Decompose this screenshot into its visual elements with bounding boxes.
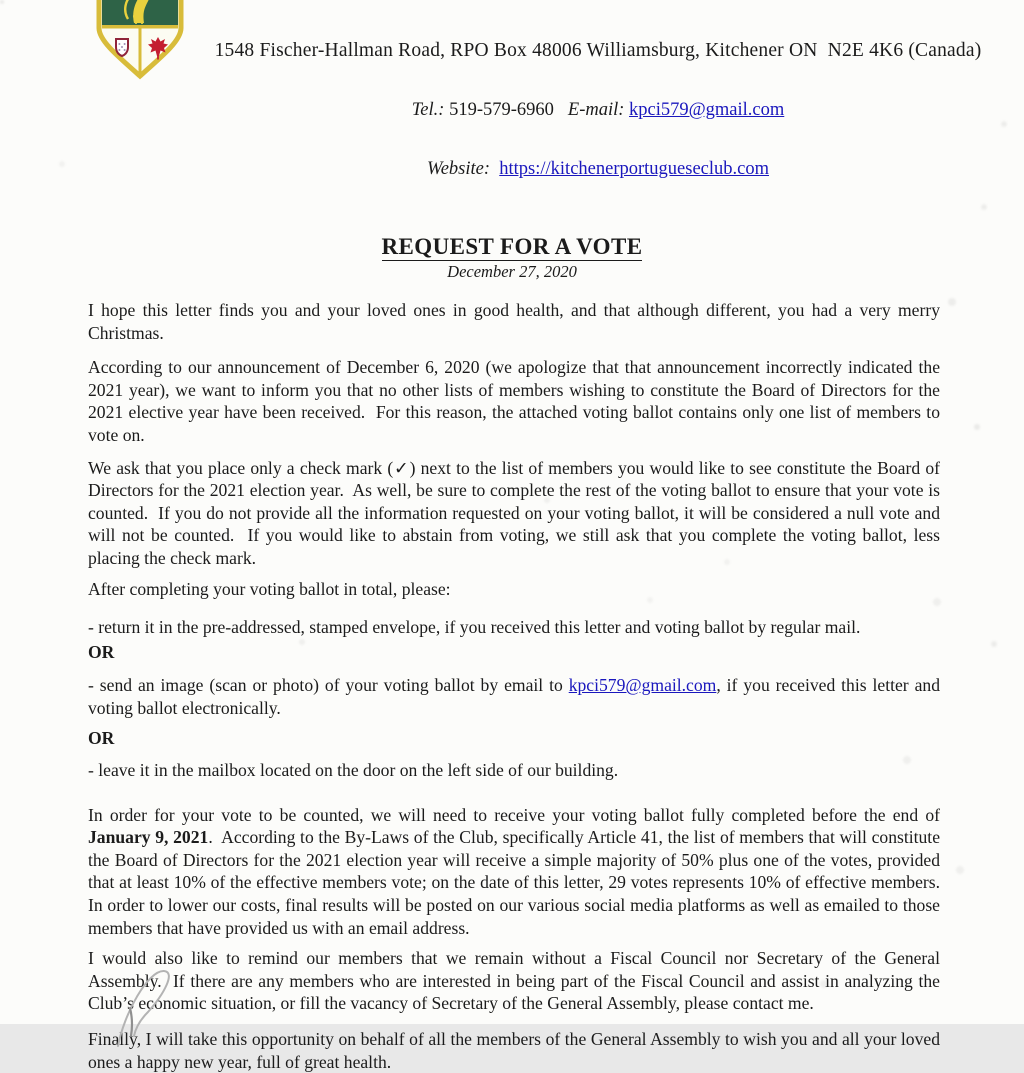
deadline-date: January 9, 2021 bbox=[88, 827, 209, 848]
letterhead bbox=[212, 0, 984, 217]
option-send-by-email bbox=[88, 674, 945, 719]
deadline-pre: In order for your vote to be counted, we will need to receive your voting ballot fully completed before the end of bbox=[88, 804, 945, 825]
email-label: E-mail: bbox=[567, 100, 625, 120]
paragraph-instructions-lead: After completing your voting ballot in total, please: bbox=[88, 578, 451, 599]
tel-label: Tel.: bbox=[411, 100, 445, 120]
ballot-email-link[interactable]: kpci579@gmail.com bbox=[568, 675, 717, 696]
option-email-pre: - send an image (scan or photo) of your voting ballot by email to bbox=[88, 675, 569, 696]
paragraph-fiscal-council: I would also like to remind our members that we remain without a Fiscal Council nor Secretary of the General Assembly. If there are any members who are interested in being part of the Fiscal Council and assist in analyzing the Club’s economic situation, or fill the vacancy of Secretary of the General Assembly, please contact me. bbox=[88, 948, 945, 1014]
letter-date: December 27, 2020 bbox=[447, 262, 577, 281]
paragraph-checkmark-instructions: We ask that you place only a check mark (✓) next to the list of members you would like to see constitute the Board of Directors for the 2021 election year. As well, be sure to complete the rest of the voting ballot to ensure that your vote is counted. If you do not provide all the information requested on your voting ballot, it will be considered a null vote and will not be counted. If you would like to abstain from voting, we still ask that you complete the voting ballot, less placing the check mark. bbox=[88, 457, 945, 568]
letter-title: REQUEST FOR A VOTE bbox=[381, 234, 643, 259]
paragraph-deadline bbox=[88, 804, 949, 940]
paragraph-greeting: I hope this letter finds you and your loved ones in good health, and that although different, you had a very merry Christmas. bbox=[88, 300, 945, 343]
website-link[interactable]: https://kitchenerportugueseclub.com bbox=[499, 159, 769, 179]
paragraph-closing: Finally, I will take this opportunity on behalf of all the members of the General Assembly to wish you and all your loved ones a happy new year, full of great health. bbox=[88, 1029, 945, 1072]
signature-stroke bbox=[104, 966, 196, 1024]
email-link[interactable]: kpci579@gmail.com bbox=[629, 100, 785, 120]
option-mailbox: - leave it in the mailbox located on the door on the left side of our building. bbox=[88, 760, 619, 781]
scan-noise bbox=[0, 0, 4, 4]
option-return-by-mail: - return it in the pre-addressed, stamped envelope, if you received this letter and voting ballot by regular mail. bbox=[88, 617, 861, 638]
or-separator: OR bbox=[88, 727, 115, 748]
paragraph-announcement: According to our announcement of December 6, 2020 (we apologize that that announcement incorrectly indicated the 2021 year), we want to inform you that no other lists of members wishing to constitute the Board of Directors for the 2021 elective year have been received. For this reason, the attached voting ballot contains only one list of members to vote on. bbox=[88, 357, 945, 445]
website-line bbox=[212, 158, 984, 181]
club-crest-logo bbox=[92, 0, 188, 94]
option-email-post: , if you received this letter and voting ballot electronically. bbox=[88, 675, 945, 718]
or-separator: OR bbox=[88, 641, 115, 662]
deadline-post: . According to the By-Laws of the Club, specifically Article 41, the list of members that will constitute the Board of Directors for the 2021 election year will receive a simple majority of 50% plus one of the votes, provided that at least 10% of the effective members vote; on the date of this letter, 29 votes represents 10% of effective members. In order to lower our costs, final results will be posted on our various social media platforms as well as emailed to those members that have provided us with an email address. bbox=[88, 827, 949, 938]
address-line: 1548 Fischer-Hallman Road, RPO Box 48006 Williamsburg, Kitchener ON N2E 4K6 (Canada) bbox=[214, 40, 982, 61]
letter-body bbox=[88, 299, 949, 1073]
website-label: Website: bbox=[426, 159, 491, 179]
portuguese-shield-icon bbox=[116, 39, 128, 56]
tel-value: 519-579-6960 bbox=[449, 100, 554, 120]
contact-line bbox=[212, 99, 984, 122]
